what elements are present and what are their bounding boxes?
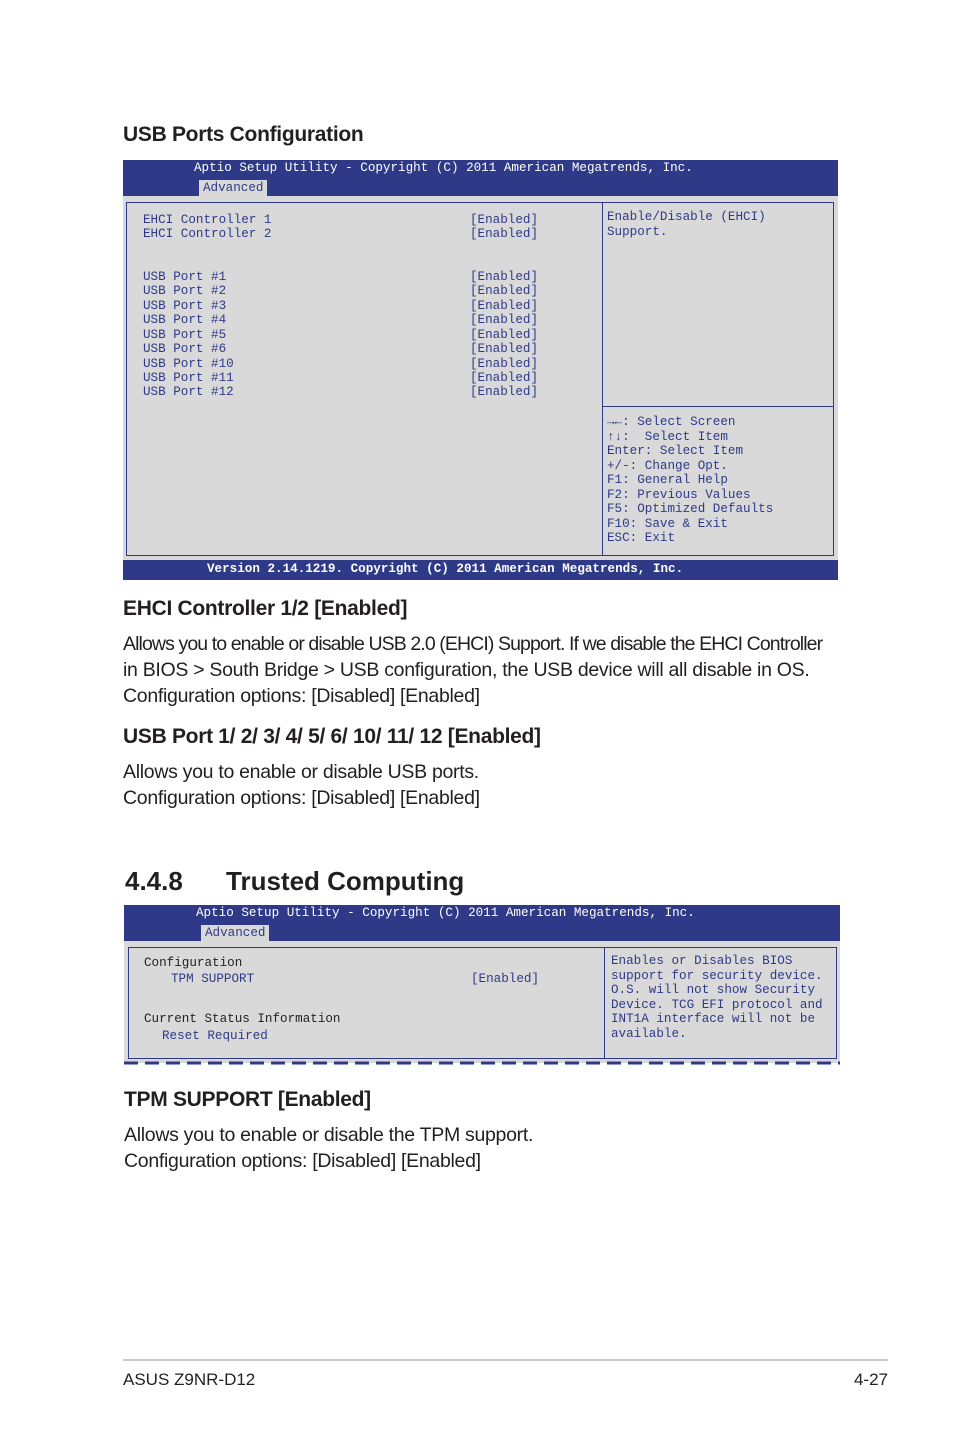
footer-product: ASUS Z9NR-D12 bbox=[123, 1370, 256, 1389]
bios-title: Aptio Setup Utility - Copyright (C) 2011 American Megatrends, Inc. bbox=[194, 161, 693, 175]
bios-item-value[interactable]: [Enabled] bbox=[470, 227, 539, 241]
bios-item-value[interactable]: [Enabled] bbox=[470, 299, 539, 313]
reset-required-label: Reset Required bbox=[162, 1029, 268, 1043]
section-number: 4.4.8 bbox=[125, 866, 183, 896]
bios-item-label[interactable]: USB Port #2 bbox=[143, 284, 227, 298]
bios-item-value[interactable]: [Enabled] bbox=[470, 385, 539, 399]
bios-version: Version 2.14.1219. Copyright (C) 2011 American Megatrends, Inc. bbox=[207, 562, 684, 576]
usbport-desc-line-1: Allows you to enable or disable USB ports. bbox=[123, 761, 479, 783]
help-line: Enable/Disable (EHCI) bbox=[607, 210, 766, 224]
help-line: support for security device. bbox=[611, 968, 823, 983]
bios-item-value[interactable]: [Enabled] bbox=[470, 213, 539, 227]
help-line: available. bbox=[611, 1026, 687, 1041]
section-heading-ehci: EHCI Controller 1/2 [Enabled] bbox=[123, 597, 408, 620]
key-legend-line: F1: General Help bbox=[607, 473, 728, 487]
bios-item-value[interactable]: [Enabled] bbox=[470, 357, 539, 371]
help-line: Device. TCG EFI protocol and bbox=[611, 997, 823, 1012]
tpm-desc-line-1: Allows you to enable or disable the TPM support. bbox=[124, 1124, 534, 1146]
bios-body bbox=[123, 196, 838, 560]
bios-item-label[interactable]: USB Port #11 bbox=[143, 371, 234, 385]
help-line: Enables or Disables BIOS bbox=[611, 954, 793, 968]
torn-edge bbox=[124, 1061, 840, 1065]
bios-screen-usb bbox=[123, 160, 838, 580]
bios-item-label[interactable]: USB Port #5 bbox=[143, 328, 227, 342]
bios-item-label[interactable]: USB Port #3 bbox=[143, 299, 227, 313]
key-legend-line: +/-: Change Opt. bbox=[607, 458, 728, 473]
section-title-trusted-computing: Trusted Computing bbox=[226, 866, 465, 896]
key-legend-line: ESC: Exit bbox=[607, 531, 676, 545]
bios-item-label[interactable]: USB Port #12 bbox=[143, 385, 234, 399]
bios-item-value[interactable]: [Enabled] bbox=[470, 328, 539, 342]
section-heading-usb-port: USB Port 1/ 2/ 3/ 4/ 5/ 6/ 10/ 11/ 12 [Enabled] bbox=[123, 725, 541, 748]
footer-page-number: 4-27 bbox=[853, 1370, 888, 1389]
status-label: Current Status Information bbox=[144, 1012, 341, 1026]
bios-footer bbox=[123, 560, 838, 580]
bios-item-value[interactable]: [Enabled] bbox=[470, 313, 539, 327]
bios-item-label[interactable]: EHCI Controller 1 bbox=[143, 213, 272, 227]
key-legend-line: →←: Select Screen bbox=[607, 415, 736, 429]
tpm-support-value[interactable]: [Enabled] bbox=[471, 972, 540, 986]
tab-advanced[interactable]: Advanced bbox=[201, 925, 269, 941]
bios-item-label[interactable]: USB Port #1 bbox=[143, 270, 227, 284]
ehci-desc-line-2: in BIOS > South Bridge > USB configuration, the USB device will all disable in OS. bbox=[123, 659, 810, 681]
bios-screen-tpm bbox=[124, 905, 840, 1065]
bios-item-value[interactable]: [Enabled] bbox=[470, 270, 539, 284]
config-label: Configuration bbox=[144, 956, 243, 970]
tpm-support-item[interactable]: TPM SUPPORT bbox=[171, 972, 255, 986]
help-line: Support. bbox=[607, 225, 668, 239]
bios-header bbox=[124, 905, 840, 941]
bios-header bbox=[123, 160, 838, 196]
tab-advanced[interactable]: Advanced bbox=[199, 180, 267, 196]
key-legend-line: F2: Previous Values bbox=[607, 487, 751, 502]
tpm-desc-line-2: Configuration options: [Disabled] [Enabled] bbox=[124, 1150, 481, 1172]
key-legend-line: ↑↓: Select Item bbox=[607, 429, 728, 444]
bios-title: Aptio Setup Utility - Copyright (C) 2011 American Megatrends, Inc. bbox=[196, 906, 695, 920]
ehci-desc-line-3: Configuration options: [Disabled] [Enabled] bbox=[123, 685, 480, 707]
help-line: INT1A interface will not be bbox=[611, 1012, 816, 1026]
section-heading-tpm: TPM SUPPORT [Enabled] bbox=[124, 1088, 371, 1111]
help-line: O.S. will not show Security bbox=[611, 983, 816, 997]
usbport-desc-line-2: Configuration options: [Disabled] [Enabled] bbox=[123, 787, 480, 809]
bios-item-label[interactable]: USB Port #6 bbox=[143, 342, 227, 356]
bios-item-label[interactable]: USB Port #4 bbox=[143, 313, 227, 327]
bios-item-value[interactable]: [Enabled] bbox=[470, 284, 539, 298]
key-legend-line: F10: Save & Exit bbox=[607, 516, 728, 531]
key-legend-line: F5: Optimized Defaults bbox=[607, 502, 774, 516]
bios-item-value[interactable]: [Enabled] bbox=[470, 371, 539, 385]
section-heading-usb-ports: USB Ports Configuration bbox=[123, 123, 364, 146]
key-legend-line: Enter: Select Item bbox=[607, 444, 744, 458]
bios-body bbox=[124, 941, 840, 1063]
ehci-desc-line-1: Allows you to enable or disable USB 2.0 (EHCI) Support. If we disable the EHCI Controller bbox=[123, 633, 823, 655]
bios-item-label[interactable]: EHCI Controller 2 bbox=[143, 227, 272, 241]
bios-item-value[interactable]: [Enabled] bbox=[470, 342, 539, 356]
bios-item-label[interactable]: USB Port #10 bbox=[143, 357, 234, 371]
footer-rule bbox=[123, 1359, 888, 1361]
